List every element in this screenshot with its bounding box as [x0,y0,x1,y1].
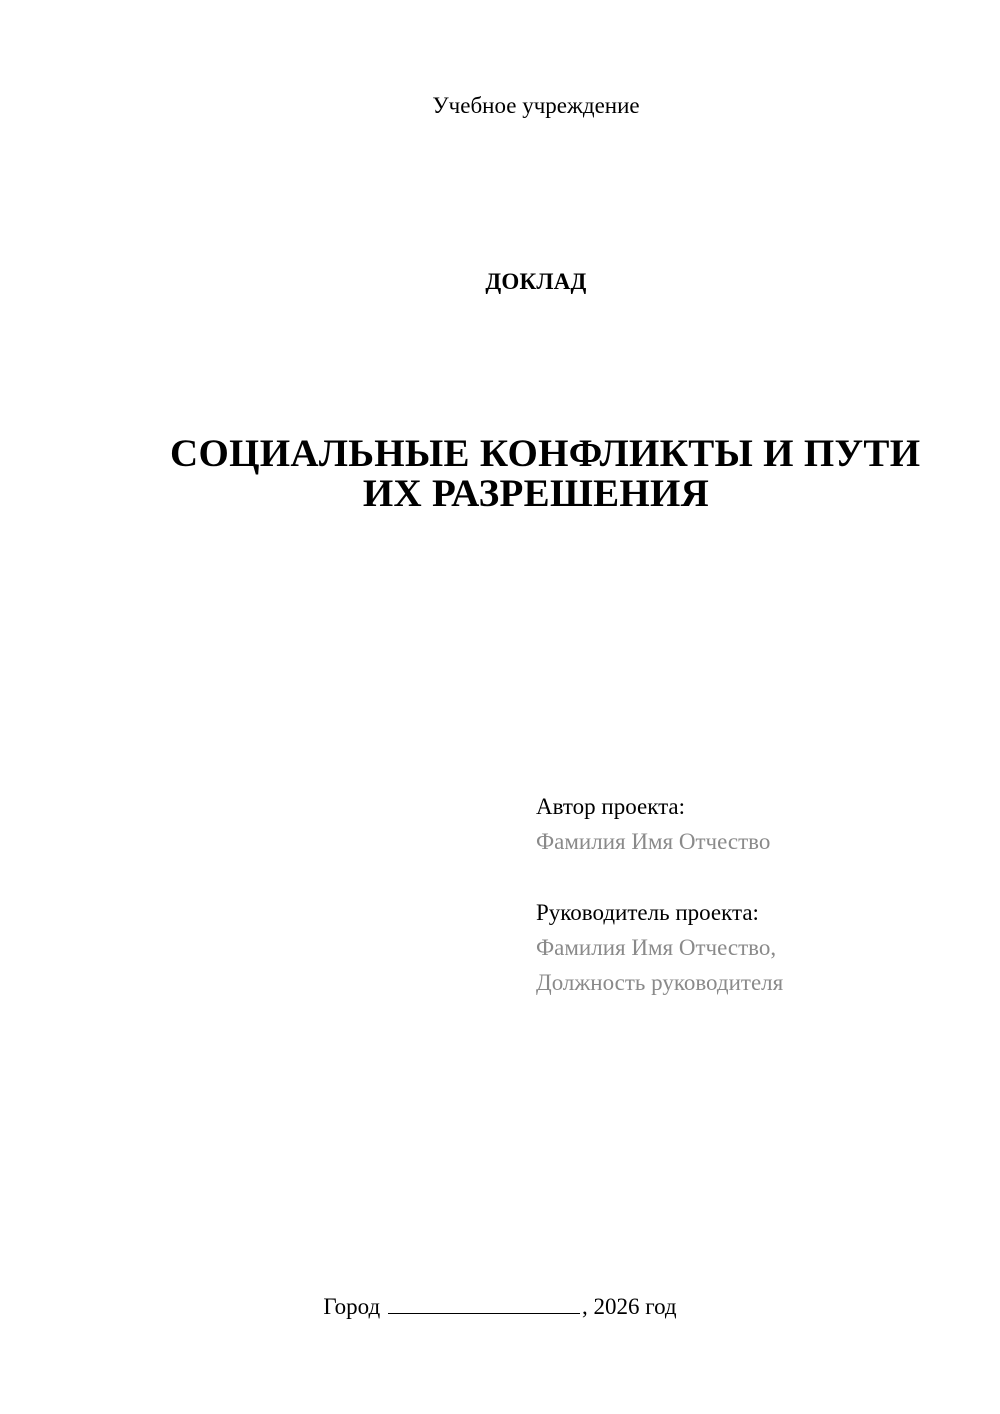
author-label: Автор проекта: [536,794,685,819]
year-text: , 2026 год [581,1294,677,1319]
institution-name: Учебное учреждение [432,93,640,118]
city-label: Город [323,1294,381,1319]
city-year-line [0,1291,1000,1321]
project-roles [536,789,956,1000]
report-title [170,432,921,515]
author-name: Фамилия Имя Отчество [536,829,771,854]
document-type: ДОКЛАД [485,269,587,294]
report-title-line-2: ИХ РАЗРЕШЕНИЯ [362,472,710,515]
roles-spacer [536,859,956,895]
supervisor-position: Должность руководителя [536,970,784,995]
supervisor-name: Фамилия Имя Отчество, [536,935,777,960]
supervisor-label: Руководитель проекта: [536,900,759,925]
report-title-line-1: СОЦИАЛЬНЫЕ КОНФЛИКТЫ И ПУТИ [170,432,921,475]
city-blank-field [388,1291,580,1314]
